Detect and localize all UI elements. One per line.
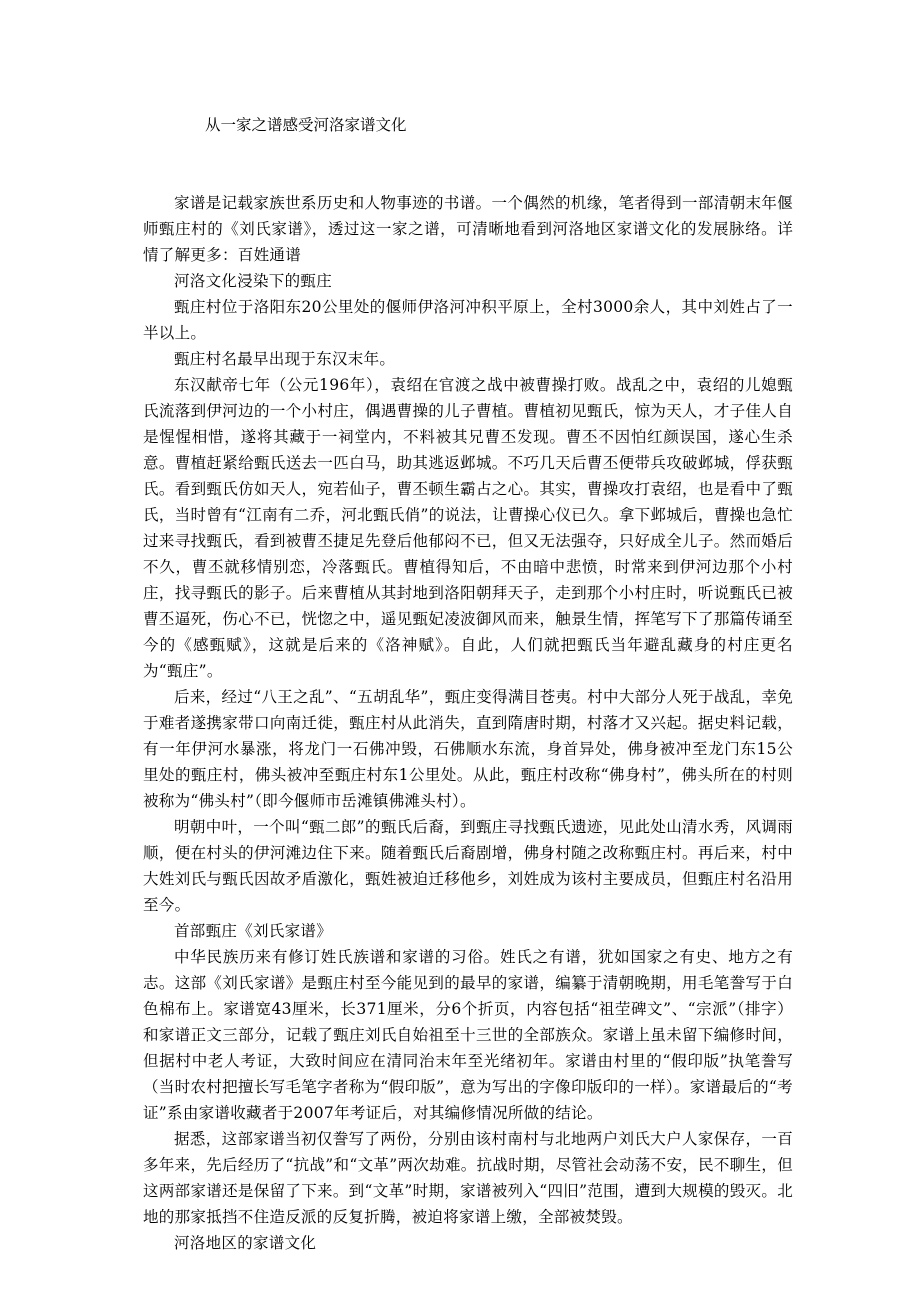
paragraph-zhen-legend: 东汉献帝七年（公元196年），袁绍在官渡之战中被曹操打败。战乱之中，袁绍的儿媳甄氏流落到伊河边的一个小村庄，偶遇曹操的儿子曹植。曹植初见甄氏，惊为天人，才子佳人自是惺惺相惜，遂将其藏于一祠堂内，不料被其兄曹丕发现。曹丕不因怕红颜误国，遂心生杀意。曹植赶紧给甄氏送去一匹白马，助其逃返邺城。不巧几天后曹丕便带兵攻破邺城，俘获甄氏。看到甄氏仿如天人，宛若仙子，曹丕顿生霸占之心。其实，曹操攻打袁绍，也是看中了甄氏，当时曾有“江南有二乔，河北甄氏俏”的说法，让曹操心仪已久。拿下邺城后，曹操也急忙过来寻找甄氏，看到被曹丕捷足先登后他郁闷不已，但又无法强夺，只好成全儿子。然而婚后不久，曹丕就移情别恋，冷落甄氏。曹植得知后，不由暗中悲愤，时常来到伊河边那个小村庄，找寻甄氏的影子。后来曹植从其封地到洛阳朝拜天子，走到那个小村庄时，听说甄氏已被曹丕逼死，伤心不已，恍惚之中，遥见甄妃凌波御风而来，触景生情，挥笔写下了那篇传诵至今的《感甄赋》，这就是后来的《洛神赋》。自此，人们就把甄氏当年避乱藏身的村庄更名为“甄庄”。 (143, 376, 793, 680)
intro-paragraph: 家谱是记载家族世系历史和人物事迹的书谱。一个偶然的机缘，笔者得到一部清朝末年偃师甄庄村的《刘氏家谱》，透过这一家之谱，可清晰地看到河洛地区家谱文化的发展脉络。详情了解更多：百姓通谱 (143, 194, 793, 264)
paragraph-genealogy-fate: 据悉，这部家谱当初仅誊写了两份，分别由该村南村与北地两户刘氏大户人家保存，一百多年来，先后经历了“抗战”和“文革”两次劫难。抗战时期，尽管社会动荡不安，民不聊生，但这两部家谱还是保留了下来。到“文革”时期，家谱被列入“四旧”范围，遭到大规模的毁灭。北地的那家抵挡不住造反派的反复折腾，被迫将家谱上缴，全部被焚毁。 (143, 1130, 793, 1226)
paragraph-ming-dynasty: 明朝中叶，一个叫“甄二郎”的甄氏后裔，到甄庄寻找甄氏遗迹，见此处山清水秀，风调雨顺，便在村头的伊河滩边住下来。随着甄氏后裔剧增，佛身村随之改称甄庄村。再后来，村中大姓刘氏与甄氏因故矛盾激化，甄姓被迫迁移他乡，刘姓成为该村主要成员，但甄庄村名沿用至今。 (143, 818, 793, 914)
paragraph-village-name-origin: 甄庄村名最早出现于东汉末年。 (174, 350, 396, 368)
section-heading-heluo-genealogy: 河洛地区的家谱文化 (174, 1234, 317, 1252)
title-spacer (143, 138, 793, 190)
paragraph-village-location: 甄庄村位于洛阳东20公里处的偃师伊洛河冲积平原上，全村3000余人，其中刘姓占了一半以上。 (143, 298, 793, 342)
document-title: 从一家之谱感受河洛家谱文化 (205, 116, 407, 134)
section-heading-first-genealogy: 首部甄庄《刘氏家谱》 (174, 922, 333, 940)
paragraph-later-history: 后来，经过“八王之乱”、“五胡乱华”，甄庄变得满目苍夷。村中大部分人死于战乱，幸免于难者遂携家带口向南迁徙，甄庄村从此消失，直到隋唐时期，村落才又兴起。据史料记载，有一年伊河水暴涨，将龙门一石佛冲毁，石佛顺水东流，身首异处，佛身被冲至龙门东15公里处的甄庄村，佛头被冲至甄庄村东1公里处。从此，甄庄村改称“佛身村”，佛头所在的村则被称为“佛头村”（即今偃师市岳滩镇佛滩头村）。 (143, 688, 793, 810)
section-heading-heluo-culture: 河洛文化浸染下的甄庄 (174, 272, 333, 290)
document-page (143, 112, 793, 1256)
paragraph-genealogy-description: 中华民族历来有修订姓氏族谱和家谱的习俗。姓氏之有谱，犹如国家之有史、地方之有志。这部《刘氏家谱》是甄庄村至今能见到的最早的家谱，编纂于清朝晚期，用毛笔誊写于白色棉布上。家谱宽43厘米，长371厘米，分6个折页，内容包括“祖茔碑文”、“宗派”（排字）和家谱正文三部分，记载了甄庄刘氏自始祖至十三世的全部族众。家谱上虽未留下编修时间，但据村中老人考证，大致时间应在清同治末年至光绪初年。家谱由村里的“假印版”执笔誊写（当时农村把擅长写毛笔字者称为“假印版”，意为写出的字像印版印的一样）。家谱最后的“考证”系由家谱收藏者于2007年考证后，对其编修情况所做的结论。 (143, 948, 793, 1122)
